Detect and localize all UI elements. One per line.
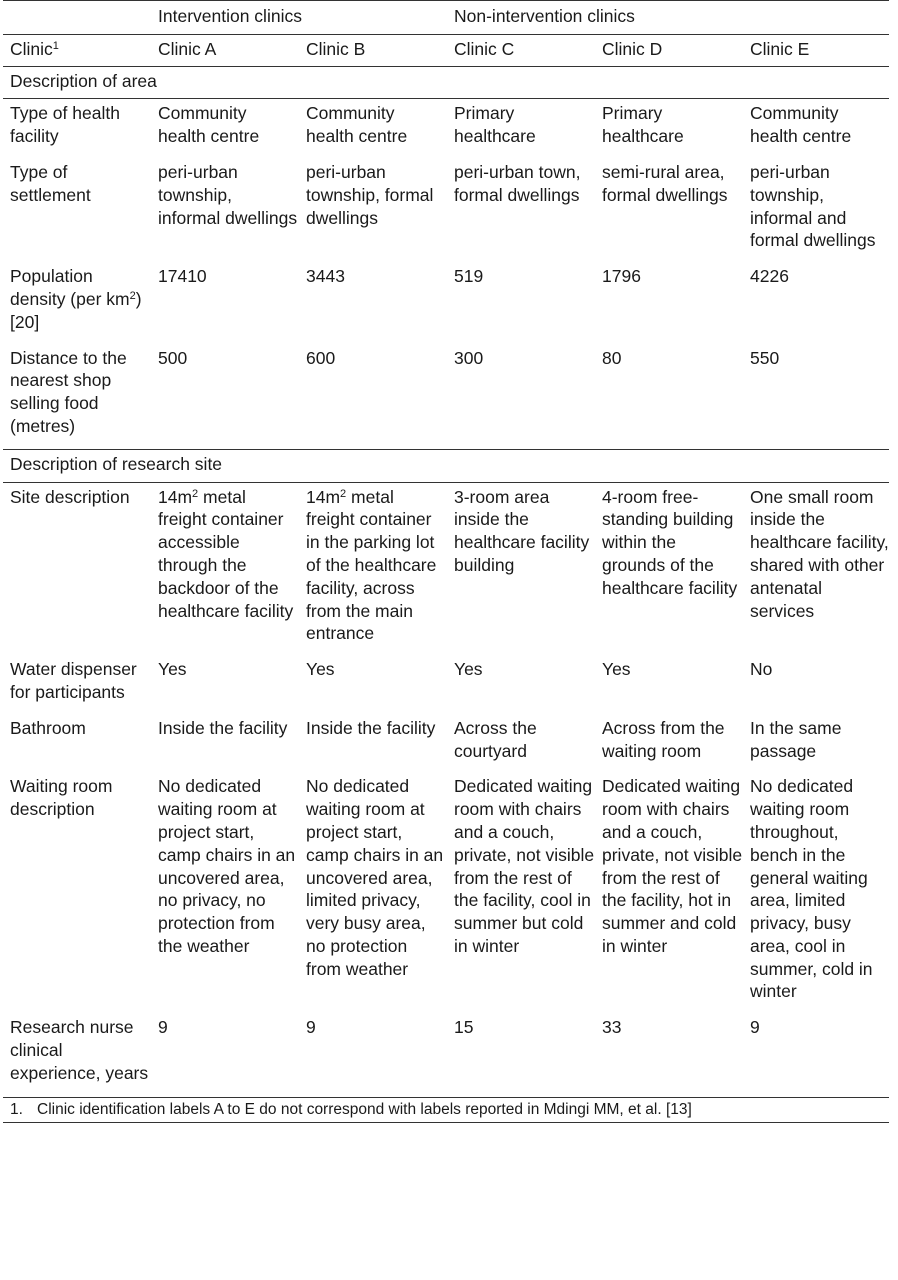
row-label: Research nurse clinical experience, years xyxy=(3,1014,151,1097)
section-title-area: Description of area xyxy=(3,66,889,99)
section-row-site xyxy=(3,449,889,482)
table-cell: 519 xyxy=(454,266,484,287)
table-cell: 80 xyxy=(602,347,622,368)
table-cell: 4-room free-standing building within the grounds of the healthcare facility xyxy=(602,486,738,598)
row-label xyxy=(3,263,151,344)
table-cell: Primary healthcare xyxy=(454,103,536,147)
table-cell: 1796 xyxy=(602,266,641,287)
table-cell: Across from the waiting room xyxy=(602,717,725,761)
table-cell: 300 xyxy=(454,347,484,368)
table-cell: 3-room area inside the healthcare facility building xyxy=(454,486,590,575)
table-cell: 33 xyxy=(595,1014,743,1097)
table-row-site-description xyxy=(3,482,889,656)
table-cell: Dedicated waiting room with chairs and a couch, private, not visible from the rest of the facility, cool in summer but cold in winter xyxy=(454,776,595,956)
table-cell: Yes xyxy=(158,659,187,680)
table-cell: No xyxy=(750,659,773,680)
table-row-water-dispenser xyxy=(3,656,889,715)
section-row-area xyxy=(3,66,889,99)
site-a-rest: metal freight container accessible through the backdoor of the healthcare facility xyxy=(158,486,294,621)
table-cell: 15 xyxy=(447,1014,595,1097)
table-row-settlement xyxy=(3,159,889,263)
row-label: Bathroom xyxy=(10,717,86,738)
table-cell: peri-urban township, informal and formal dwellings xyxy=(750,161,876,251)
table-cell: 3443 xyxy=(306,266,345,287)
site-b-rest: metal freight container in the parking lot of the healthcare facility, across from the main entrance xyxy=(306,486,437,644)
table-cell: 9 xyxy=(299,1014,447,1097)
table-cell: In the same passage xyxy=(750,717,842,761)
table-cell: No dedicated waiting room throughout, bench in the general waiting area, limited privacy, busy area, cool in summer, cold in winter xyxy=(750,776,873,1002)
table-cell xyxy=(299,482,447,656)
table-row-bathroom xyxy=(3,715,889,774)
footnote-text: Clinic identification labels A to E do not correspond with labels reported in Mdingi MM, et al. [13] xyxy=(37,1100,692,1118)
table-cell: 500 xyxy=(158,347,188,368)
table-cell: 17410 xyxy=(158,266,207,287)
table-row-nurse-experience xyxy=(3,1014,889,1097)
group-header-empty xyxy=(3,1,151,35)
density-label-ref: ) [20] xyxy=(10,288,142,332)
column-header-clinic-b: Clinic B xyxy=(306,38,366,59)
clinic-label: Clinic xyxy=(10,38,53,59)
row-label: Distance to the nearest shop selling food (metres) xyxy=(10,347,127,436)
column-header-clinic-a: Clinic A xyxy=(158,38,217,59)
table-cell: Community health centre xyxy=(750,103,852,147)
table-cell: Across the courtyard xyxy=(454,717,537,761)
table-cell: No dedicated waiting room at project start, camp chairs in an uncovered area, no privacy, no protection from the weather xyxy=(158,776,296,956)
table-cell: Primary healthcare xyxy=(602,103,684,147)
density-label-text: Population density (per km xyxy=(10,266,130,309)
table-cell: 4226 xyxy=(750,266,789,287)
table-cell: 9 xyxy=(743,1014,889,1097)
table-row-distance xyxy=(3,345,889,450)
row-label: Waiting room description xyxy=(10,776,113,820)
table-cell: 600 xyxy=(306,347,336,368)
site-b-sup: 2 xyxy=(340,487,347,500)
table-cell: One small room inside the healthcare facility, shared with other antenatal services xyxy=(750,486,889,621)
row-label: Type of health facility xyxy=(10,103,120,147)
table-cell: Dedicated waiting room with chairs and a couch, private, not visible from the rest of the facility, hot in summer and cold in winter xyxy=(602,776,743,956)
row-label: Site description xyxy=(10,486,130,507)
table-cell: Inside the facility xyxy=(158,717,288,738)
table-cell: peri-urban township, formal dwellings xyxy=(306,161,434,228)
column-header-clinic-e: Clinic E xyxy=(750,38,810,59)
section-title-site: Description of research site xyxy=(3,449,889,482)
table-row-facility-type xyxy=(3,99,889,159)
table-cell: Yes xyxy=(454,659,483,680)
table-cell: semi-rural area, formal dwellings xyxy=(602,161,728,205)
table-cell: Yes xyxy=(306,659,335,680)
table-cell: No dedicated waiting room at project start, camp chairs in an uncovered area, limited privacy, very busy area, no protection from weather xyxy=(306,776,444,979)
site-a-sup: 2 xyxy=(192,487,199,500)
footnote-number: 1. xyxy=(10,1100,23,1118)
site-b-text: 14m xyxy=(306,486,341,507)
group-header-row xyxy=(3,1,889,35)
group-non-intervention: Non-intervention clinics xyxy=(447,1,889,35)
table-cell: peri-urban township, informal dwellings xyxy=(158,161,298,228)
column-header-row xyxy=(3,34,889,66)
group-intervention: Intervention clinics xyxy=(151,1,447,35)
table-cell: Community health centre xyxy=(158,103,260,147)
site-a-text: 14m xyxy=(158,486,193,507)
table-cell: peri-urban town, formal dwellings xyxy=(454,161,581,205)
density-label-sup: 2 xyxy=(129,289,136,302)
table-cell: 550 xyxy=(750,347,780,368)
table-cell: Yes xyxy=(602,659,631,680)
table-cell xyxy=(151,482,299,656)
table-footnote xyxy=(3,1098,889,1123)
column-header-clinic-d: Clinic D xyxy=(602,38,663,59)
row-label: Type of settlement xyxy=(10,161,91,205)
table-wrapper xyxy=(3,0,889,1123)
table-row-waiting-room xyxy=(3,773,889,1014)
table-cell: Inside the facility xyxy=(306,717,436,738)
table-row-population-density xyxy=(3,263,889,344)
clinic-footnote-marker: 1 xyxy=(52,39,59,52)
table-cell: 9 xyxy=(151,1014,299,1097)
clinic-characteristics-table xyxy=(3,0,889,1098)
row-label: Water dispenser for participants xyxy=(10,659,137,702)
column-header-clinic-c: Clinic C xyxy=(454,38,515,59)
table-cell: Community health centre xyxy=(306,103,408,147)
column-header-clinic xyxy=(3,34,151,66)
